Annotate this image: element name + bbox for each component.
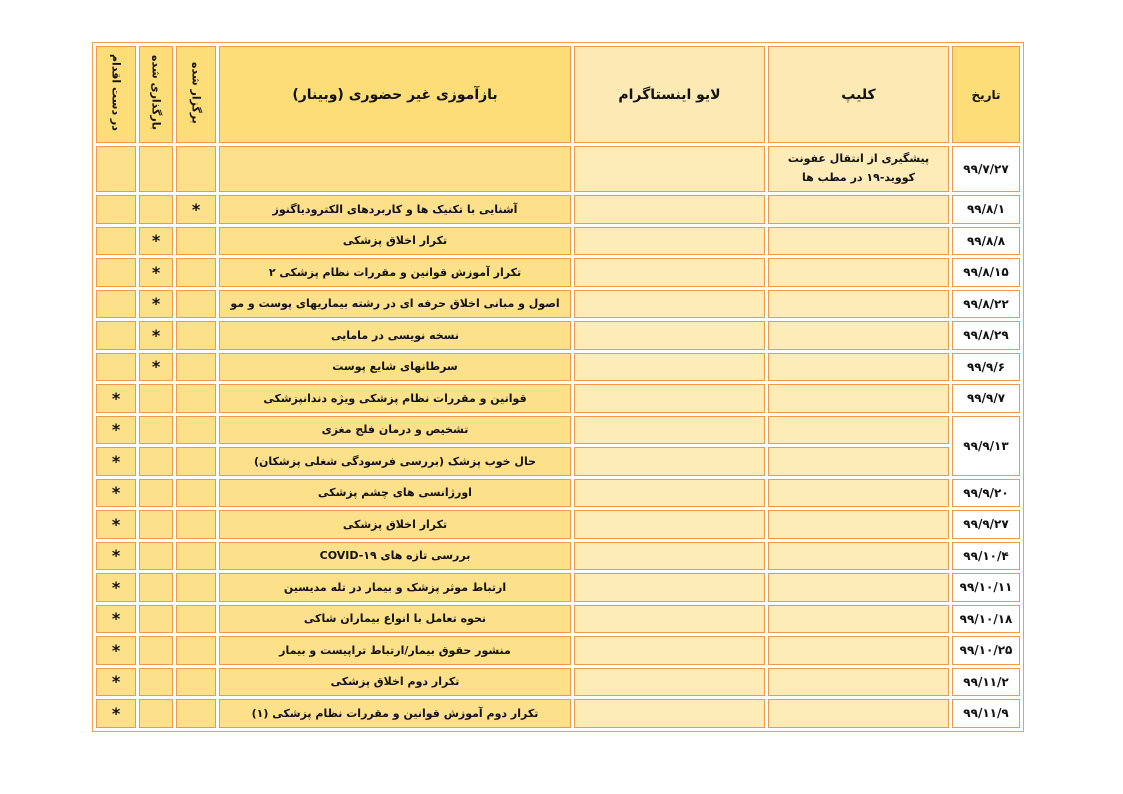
table-row <box>96 447 1020 476</box>
live-instagram-cell <box>574 699 765 728</box>
live-instagram-cell <box>574 447 765 476</box>
table-row <box>96 636 1020 665</box>
webinar-title: ارتباط موثر پزشک و بیمار در تله مدیسین <box>219 573 571 602</box>
clip-title <box>768 416 949 445</box>
header-uploaded: بارگذاری شده <box>139 46 173 143</box>
date-cell: ۹۹/۸/۱ <box>952 195 1020 224</box>
in-progress-mark <box>96 258 136 287</box>
in-progress-mark <box>96 353 136 382</box>
held-mark <box>176 290 216 319</box>
header-in-progress: در دست اقدام <box>96 46 136 143</box>
in-progress-mark <box>96 321 136 350</box>
header-live-instagram: لایو اینستاگرام <box>574 46 765 143</box>
uploaded-mark <box>139 195 173 224</box>
table-row <box>96 195 1020 224</box>
live-instagram-cell <box>574 479 765 508</box>
clip-title <box>768 542 949 571</box>
webinar-title: تشخیص و درمان فلج مغزی <box>219 416 571 445</box>
webinar-title: قوانین و مقررات نظام پزشکی ویژه دندانپزشکی <box>219 384 571 413</box>
table-row <box>96 384 1020 413</box>
date-cell: ۹۹/۱۰/۲۵ <box>952 636 1020 665</box>
uploaded-mark <box>139 384 173 413</box>
table-row <box>96 290 1020 319</box>
table-row <box>96 479 1020 508</box>
in-progress-mark: * <box>96 605 136 634</box>
held-mark <box>176 447 216 476</box>
held-mark <box>176 510 216 539</box>
clip-title <box>768 479 949 508</box>
header-date: تاریخ <box>952 46 1020 143</box>
held-mark <box>176 227 216 256</box>
uploaded-mark <box>139 573 173 602</box>
uploaded-mark <box>139 510 173 539</box>
held-mark: * <box>176 195 216 224</box>
clip-title <box>768 353 949 382</box>
webinar-title: آشنایی با تکنیک ها و کاربردهای الکترودیاگنوز <box>219 195 571 224</box>
webinar-title: تکرار آموزش قوانین و مقررات نظام پزشکی ۲ <box>219 258 571 287</box>
uploaded-mark <box>139 447 173 476</box>
date-cell: ۹۹/۹/۶ <box>952 353 1020 382</box>
table-row <box>96 353 1020 382</box>
uploaded-mark <box>139 146 173 192</box>
webinar-title: نحوه تعامل با انواع بیماران شاکی <box>219 605 571 634</box>
in-progress-mark: * <box>96 542 136 571</box>
live-instagram-cell <box>574 605 765 634</box>
date-cell: ۹۹/۹/۲۷ <box>952 510 1020 539</box>
in-progress-mark <box>96 146 136 192</box>
table-row <box>96 573 1020 602</box>
in-progress-mark: * <box>96 668 136 697</box>
held-mark <box>176 384 216 413</box>
table-row <box>96 321 1020 350</box>
held-mark <box>176 479 216 508</box>
webinar-title: نسخه نویسی در مامایی <box>219 321 571 350</box>
webinar-title: حال خوب پزشک (بررسی فرسودگی شغلی پزشکان) <box>219 447 571 476</box>
clip-title <box>768 699 949 728</box>
in-progress-mark <box>96 290 136 319</box>
webinar-schedule-table <box>92 42 1024 732</box>
uploaded-mark: * <box>139 227 173 256</box>
clip-title <box>768 384 949 413</box>
date-cell: ۹۹/۹/۲۰ <box>952 479 1020 508</box>
live-instagram-cell <box>574 636 765 665</box>
webinar-title <box>219 146 571 192</box>
live-instagram-cell <box>574 290 765 319</box>
uploaded-mark: * <box>139 353 173 382</box>
clip-title <box>768 573 949 602</box>
held-mark <box>176 146 216 192</box>
date-cell: ۹۹/۹/۷ <box>952 384 1020 413</box>
clip-title <box>768 605 949 634</box>
date-cell: ۹۹/۸/۲۹ <box>952 321 1020 350</box>
uploaded-mark <box>139 668 173 697</box>
uploaded-mark <box>139 416 173 445</box>
live-instagram-cell <box>574 668 765 697</box>
date-cell: ۹۹/۸/۱۵ <box>952 258 1020 287</box>
header-clip: کلیپ <box>768 46 949 143</box>
clip-title <box>768 290 949 319</box>
clip-title <box>768 227 949 256</box>
clip-title <box>768 146 949 192</box>
live-instagram-cell <box>574 542 765 571</box>
in-progress-mark: * <box>96 479 136 508</box>
live-instagram-cell <box>574 146 765 192</box>
live-instagram-cell <box>574 384 765 413</box>
table-row <box>96 699 1020 728</box>
webinar-title: تکرار دوم آموزش قوانین و مقررات نظام پزشکی (۱) <box>219 699 571 728</box>
date-cell: ۹۹/۱۱/۲ <box>952 668 1020 697</box>
held-mark <box>176 258 216 287</box>
uploaded-mark: * <box>139 321 173 350</box>
date-cell: ۹۹/۱۰/۱۱ <box>952 573 1020 602</box>
held-mark <box>176 605 216 634</box>
in-progress-mark <box>96 227 136 256</box>
header-row <box>96 46 1020 143</box>
in-progress-mark: * <box>96 636 136 665</box>
in-progress-mark: * <box>96 416 136 445</box>
held-mark <box>176 542 216 571</box>
live-instagram-cell <box>574 510 765 539</box>
held-mark <box>176 699 216 728</box>
uploaded-mark <box>139 479 173 508</box>
uploaded-mark <box>139 605 173 634</box>
in-progress-mark: * <box>96 384 136 413</box>
clip-title <box>768 636 949 665</box>
date-cell: ۹۹/۸/۸ <box>952 227 1020 256</box>
clip-title <box>768 510 949 539</box>
webinar-title: تکرار دوم اخلاق پزشکی <box>219 668 571 697</box>
webinar-title: اورژانسی های چشم پزشکی <box>219 479 571 508</box>
table-row <box>96 668 1020 697</box>
held-mark <box>176 636 216 665</box>
live-instagram-cell <box>574 258 765 287</box>
live-instagram-cell <box>574 195 765 224</box>
clip-text: پیشگیری از انتقال عفونت کووید-۱۹ در مطب ها <box>787 152 930 184</box>
in-progress-mark: * <box>96 573 136 602</box>
webinar-title: تکرار اخلاق پزشکی <box>219 227 571 256</box>
clip-title <box>768 668 949 697</box>
uploaded-mark: * <box>139 258 173 287</box>
clip-title <box>768 321 949 350</box>
in-progress-mark: * <box>96 699 136 728</box>
webinar-title: بررسی تازه های COVID-۱۹ <box>219 542 571 571</box>
table-row <box>96 146 1020 192</box>
live-instagram-cell <box>574 573 765 602</box>
clip-title <box>768 258 949 287</box>
header-webinar: بازآموزی غیر حضوری (وبینار) <box>219 46 571 143</box>
held-mark <box>176 416 216 445</box>
clip-title <box>768 195 949 224</box>
live-instagram-cell <box>574 353 765 382</box>
live-instagram-cell <box>574 321 765 350</box>
table-row <box>96 227 1020 256</box>
uploaded-mark: * <box>139 290 173 319</box>
date-cell: ۹۹/۹/۱۳ <box>952 416 1020 476</box>
live-instagram-cell <box>574 227 765 256</box>
date-cell: ۹۹/۱۱/۹ <box>952 699 1020 728</box>
table-row <box>96 605 1020 634</box>
in-progress-mark: * <box>96 510 136 539</box>
uploaded-mark <box>139 542 173 571</box>
table-row <box>96 416 1020 445</box>
webinar-title: منشور حقوق بیمار/ارتباط تراپیست و بیمار <box>219 636 571 665</box>
in-progress-mark: * <box>96 447 136 476</box>
clip-title <box>768 447 949 476</box>
held-mark <box>176 668 216 697</box>
in-progress-mark <box>96 195 136 224</box>
table-row <box>96 542 1020 571</box>
uploaded-mark <box>139 699 173 728</box>
live-instagram-cell <box>574 416 765 445</box>
date-cell: ۹۹/۸/۲۲ <box>952 290 1020 319</box>
webinar-title: سرطانهای شایع پوست <box>219 353 571 382</box>
date-cell: ۹۹/۱۰/۱۸ <box>952 605 1020 634</box>
header-held: برگزار شده <box>176 46 216 143</box>
date-cell: ۹۹/۷/۲۷ <box>952 146 1020 192</box>
table-row <box>96 258 1020 287</box>
webinar-title: تکرار اخلاق پزشکی <box>219 510 571 539</box>
held-mark <box>176 321 216 350</box>
table-row <box>96 510 1020 539</box>
date-cell: ۹۹/۱۰/۴ <box>952 542 1020 571</box>
uploaded-mark <box>139 636 173 665</box>
held-mark <box>176 353 216 382</box>
webinar-title: اصول و مبانی اخلاق حرفه ای در رشته بیماریهای پوست و مو <box>219 290 571 319</box>
held-mark <box>176 573 216 602</box>
